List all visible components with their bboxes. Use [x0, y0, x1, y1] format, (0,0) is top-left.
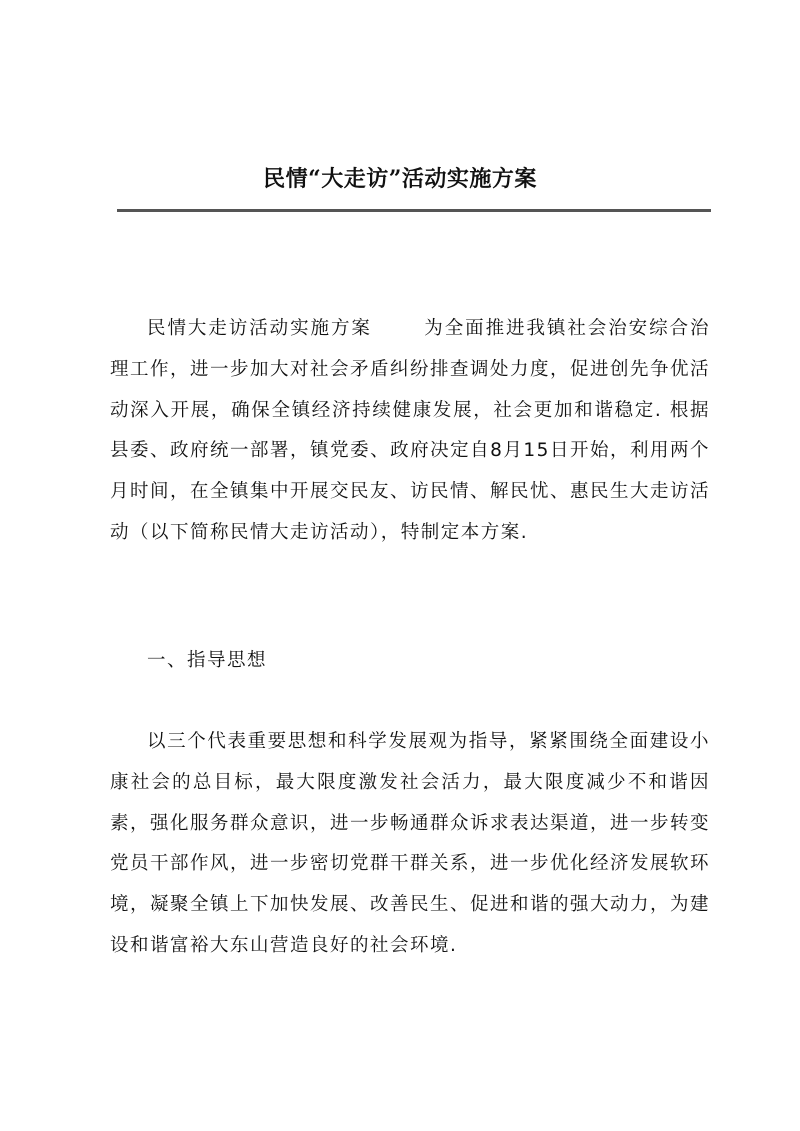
intro-lead-text: 民情大走访活动实施方案 [147, 318, 372, 339]
intro-paragraph [110, 309, 710, 554]
guiding-thought-paragraph: 以三个代表重要思想和科学发展观为指导，紧紧围绕全面建设小康社会的总目标，最大限度激发社会活力，最大限度减少不和谐因素，强化服务群众意识，进一步畅通群众诉求表达渠道，进一步转变党员干部作风，进一步密切党群干群关系，进一步优化经济发展软环境，凝聚全镇上下加快发展、改善民生、促进和谐的强大动力，为建设和谐富裕大东山营造良好的社会环境. [110, 731, 711, 956]
title-divider [117, 209, 711, 212]
section-heading-guiding-thought: 一、指导思想 [147, 650, 268, 671]
document-title: 民情“大走访”活动实施方案 [263, 166, 537, 192]
intro-body-text: 为全面推进我镇社会治安综合治理工作，进一步加大对社会矛盾纠纷排查调处力度，促进创先争优活动深入开展，确保全镇经济持续健康发展，社会更加和谐稳定. 根据县委、政府统一部署，镇党委、政府决定自8月15日开始，利用两个月时间，在全镇集中开展交民友、访民情、解民忧、惠民生大走访活动（以下简称民情大走访活动），特制定本方案. [110, 318, 711, 543]
